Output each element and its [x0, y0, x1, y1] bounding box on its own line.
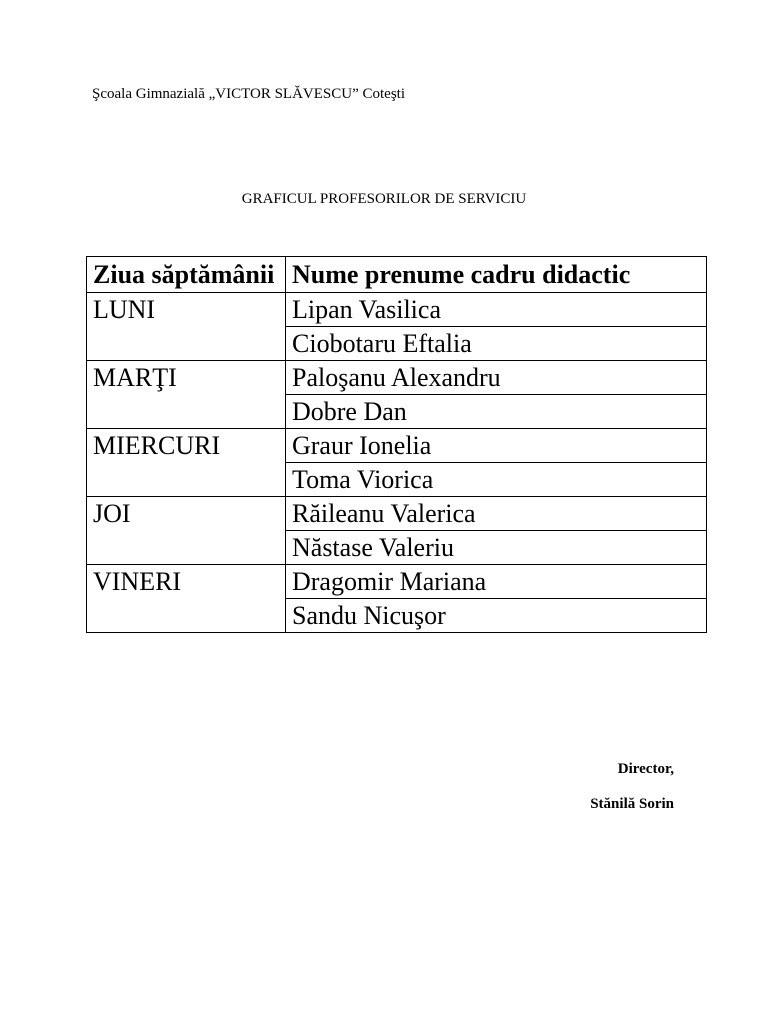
teacher-cell: Răileanu Valerica	[286, 497, 707, 531]
table-row	[87, 497, 707, 531]
director-name: Stănilă Sorin	[590, 796, 674, 812]
teacher-cell: Sandu Nicuşor	[286, 599, 707, 633]
table-header-row	[87, 257, 707, 293]
duty-schedule-table	[86, 256, 707, 633]
teacher-cell: Lipan Vasilica	[286, 293, 707, 327]
teacher-cell: Graur Ionelia	[286, 429, 707, 463]
header-teacher-name: Nume prenume cadru didactic	[286, 257, 707, 293]
teacher-cell: Dobre Dan	[286, 395, 707, 429]
table-row	[87, 293, 707, 327]
document-title: GRAFICUL PROFESORILOR DE SERVICIU	[241, 191, 527, 207]
table-row	[87, 429, 707, 463]
teacher-cell: Toma Viorica	[286, 463, 707, 497]
day-cell: MARŢI	[87, 361, 286, 429]
day-cell: VINERI	[87, 565, 286, 633]
school-name: Şcoala Gimnazială „VICTOR SLĂVESCU” Coteşti	[92, 86, 406, 102]
header-day: Ziua săptămânii	[87, 257, 286, 293]
table-row	[87, 565, 707, 599]
teacher-cell: Ciobotaru Eftalia	[286, 327, 707, 361]
day-cell: LUNI	[87, 293, 286, 361]
day-cell: MIERCURI	[87, 429, 286, 497]
teacher-cell: Dragomir Mariana	[286, 565, 707, 599]
table-row	[87, 361, 707, 395]
director-title: Director,	[617, 761, 674, 777]
day-cell: JOI	[87, 497, 286, 565]
teacher-cell: Paloşanu Alexandru	[286, 361, 707, 395]
teacher-cell: Năstase Valeriu	[286, 531, 707, 565]
